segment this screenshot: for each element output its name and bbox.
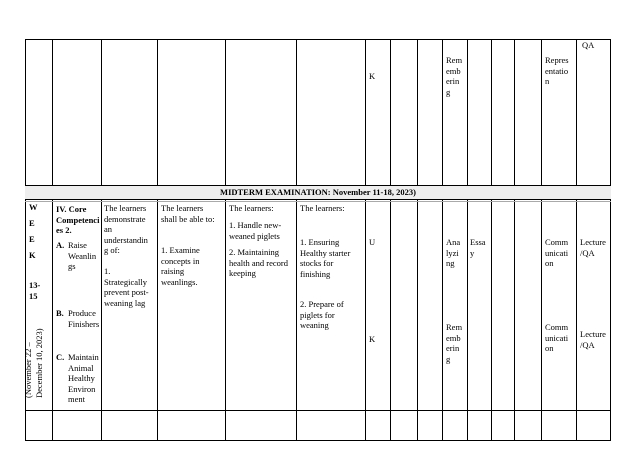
grid-line bbox=[25, 440, 611, 441]
grid-line bbox=[491, 39, 492, 440]
banner-shadow bbox=[25, 201, 611, 202]
competencies-title: IV. Core Competenci es 2. bbox=[56, 204, 100, 235]
delivery-lecture-1: Lecture /QA bbox=[580, 237, 606, 258]
assessment-essay: Essa y bbox=[470, 237, 486, 258]
grid-line bbox=[514, 39, 515, 440]
competency-c-label: C. bbox=[56, 352, 65, 362]
content-2: 2. Prepare of piglets for weaning bbox=[300, 299, 344, 330]
week-letter: E bbox=[29, 234, 35, 244]
mode-communication-1: Comm unicati on bbox=[545, 237, 569, 268]
grid-line bbox=[225, 39, 226, 440]
grid-line bbox=[25, 39, 611, 40]
week-letter: K bbox=[29, 250, 36, 260]
competency-c: Maintain Animal Healthy Environ ment bbox=[68, 352, 99, 404]
grid-line bbox=[101, 39, 102, 440]
delivery-lecture-2: Lecture /QA bbox=[580, 329, 606, 350]
week-number: 13- 15 bbox=[29, 280, 41, 301]
grid-line bbox=[390, 39, 391, 440]
level-u: U bbox=[369, 237, 376, 247]
competency-a: Raise Weanlin gs bbox=[68, 240, 97, 271]
content-1: 1. Ensuring Healthy starter stocks for finishing bbox=[300, 237, 351, 279]
week-letter: W bbox=[29, 202, 38, 212]
week-dates: (November 22 – December 10, 2023) bbox=[23, 328, 44, 398]
top-remembering: Rem emb erin g bbox=[446, 55, 463, 97]
grid-line bbox=[157, 39, 158, 440]
grid-line bbox=[541, 39, 542, 440]
top-representation: Repres entatio n bbox=[545, 55, 569, 86]
competency-b: Produce Finishers bbox=[68, 308, 100, 329]
mode-communication-2: Comm unicati on bbox=[545, 322, 569, 353]
competency-b-label: B. bbox=[56, 308, 64, 318]
grid-line bbox=[442, 39, 443, 440]
thinking-analyzing: Ana lyzi ng bbox=[446, 237, 461, 268]
performance-standard: The learners shall be able to: 1. Examine concepts in raising weanlings. bbox=[161, 203, 215, 287]
thinking-remembering: Rem emb erin g bbox=[446, 322, 463, 364]
grid-line bbox=[52, 39, 53, 440]
outcome-2: 2. Maintaining health and record keeping bbox=[229, 247, 288, 278]
outcome-1: 1. Handle new- weaned piglets bbox=[229, 220, 282, 241]
top-qa: QA bbox=[582, 40, 595, 50]
grid-line bbox=[610, 39, 611, 440]
grid-line bbox=[576, 39, 577, 440]
level-k: K bbox=[369, 334, 376, 344]
content-head: The learners: bbox=[300, 203, 345, 213]
top-level-k: K bbox=[369, 71, 376, 81]
week-letter: E bbox=[29, 218, 35, 228]
grid-line bbox=[417, 39, 418, 440]
outcomes-head: The learners: bbox=[229, 203, 274, 213]
grid-line bbox=[467, 39, 468, 440]
grid-line bbox=[25, 410, 611, 411]
content-standard: The learners demonstrate an understandin g of: 1. Strategically prevent post- weaning lag bbox=[104, 203, 149, 308]
competency-a-label: A. bbox=[56, 240, 65, 250]
grid-line bbox=[365, 39, 366, 440]
grid-line bbox=[296, 39, 297, 440]
midterm-banner: MIDTERM EXAMINATION: November 11-18, 2023) bbox=[25, 185, 611, 200]
